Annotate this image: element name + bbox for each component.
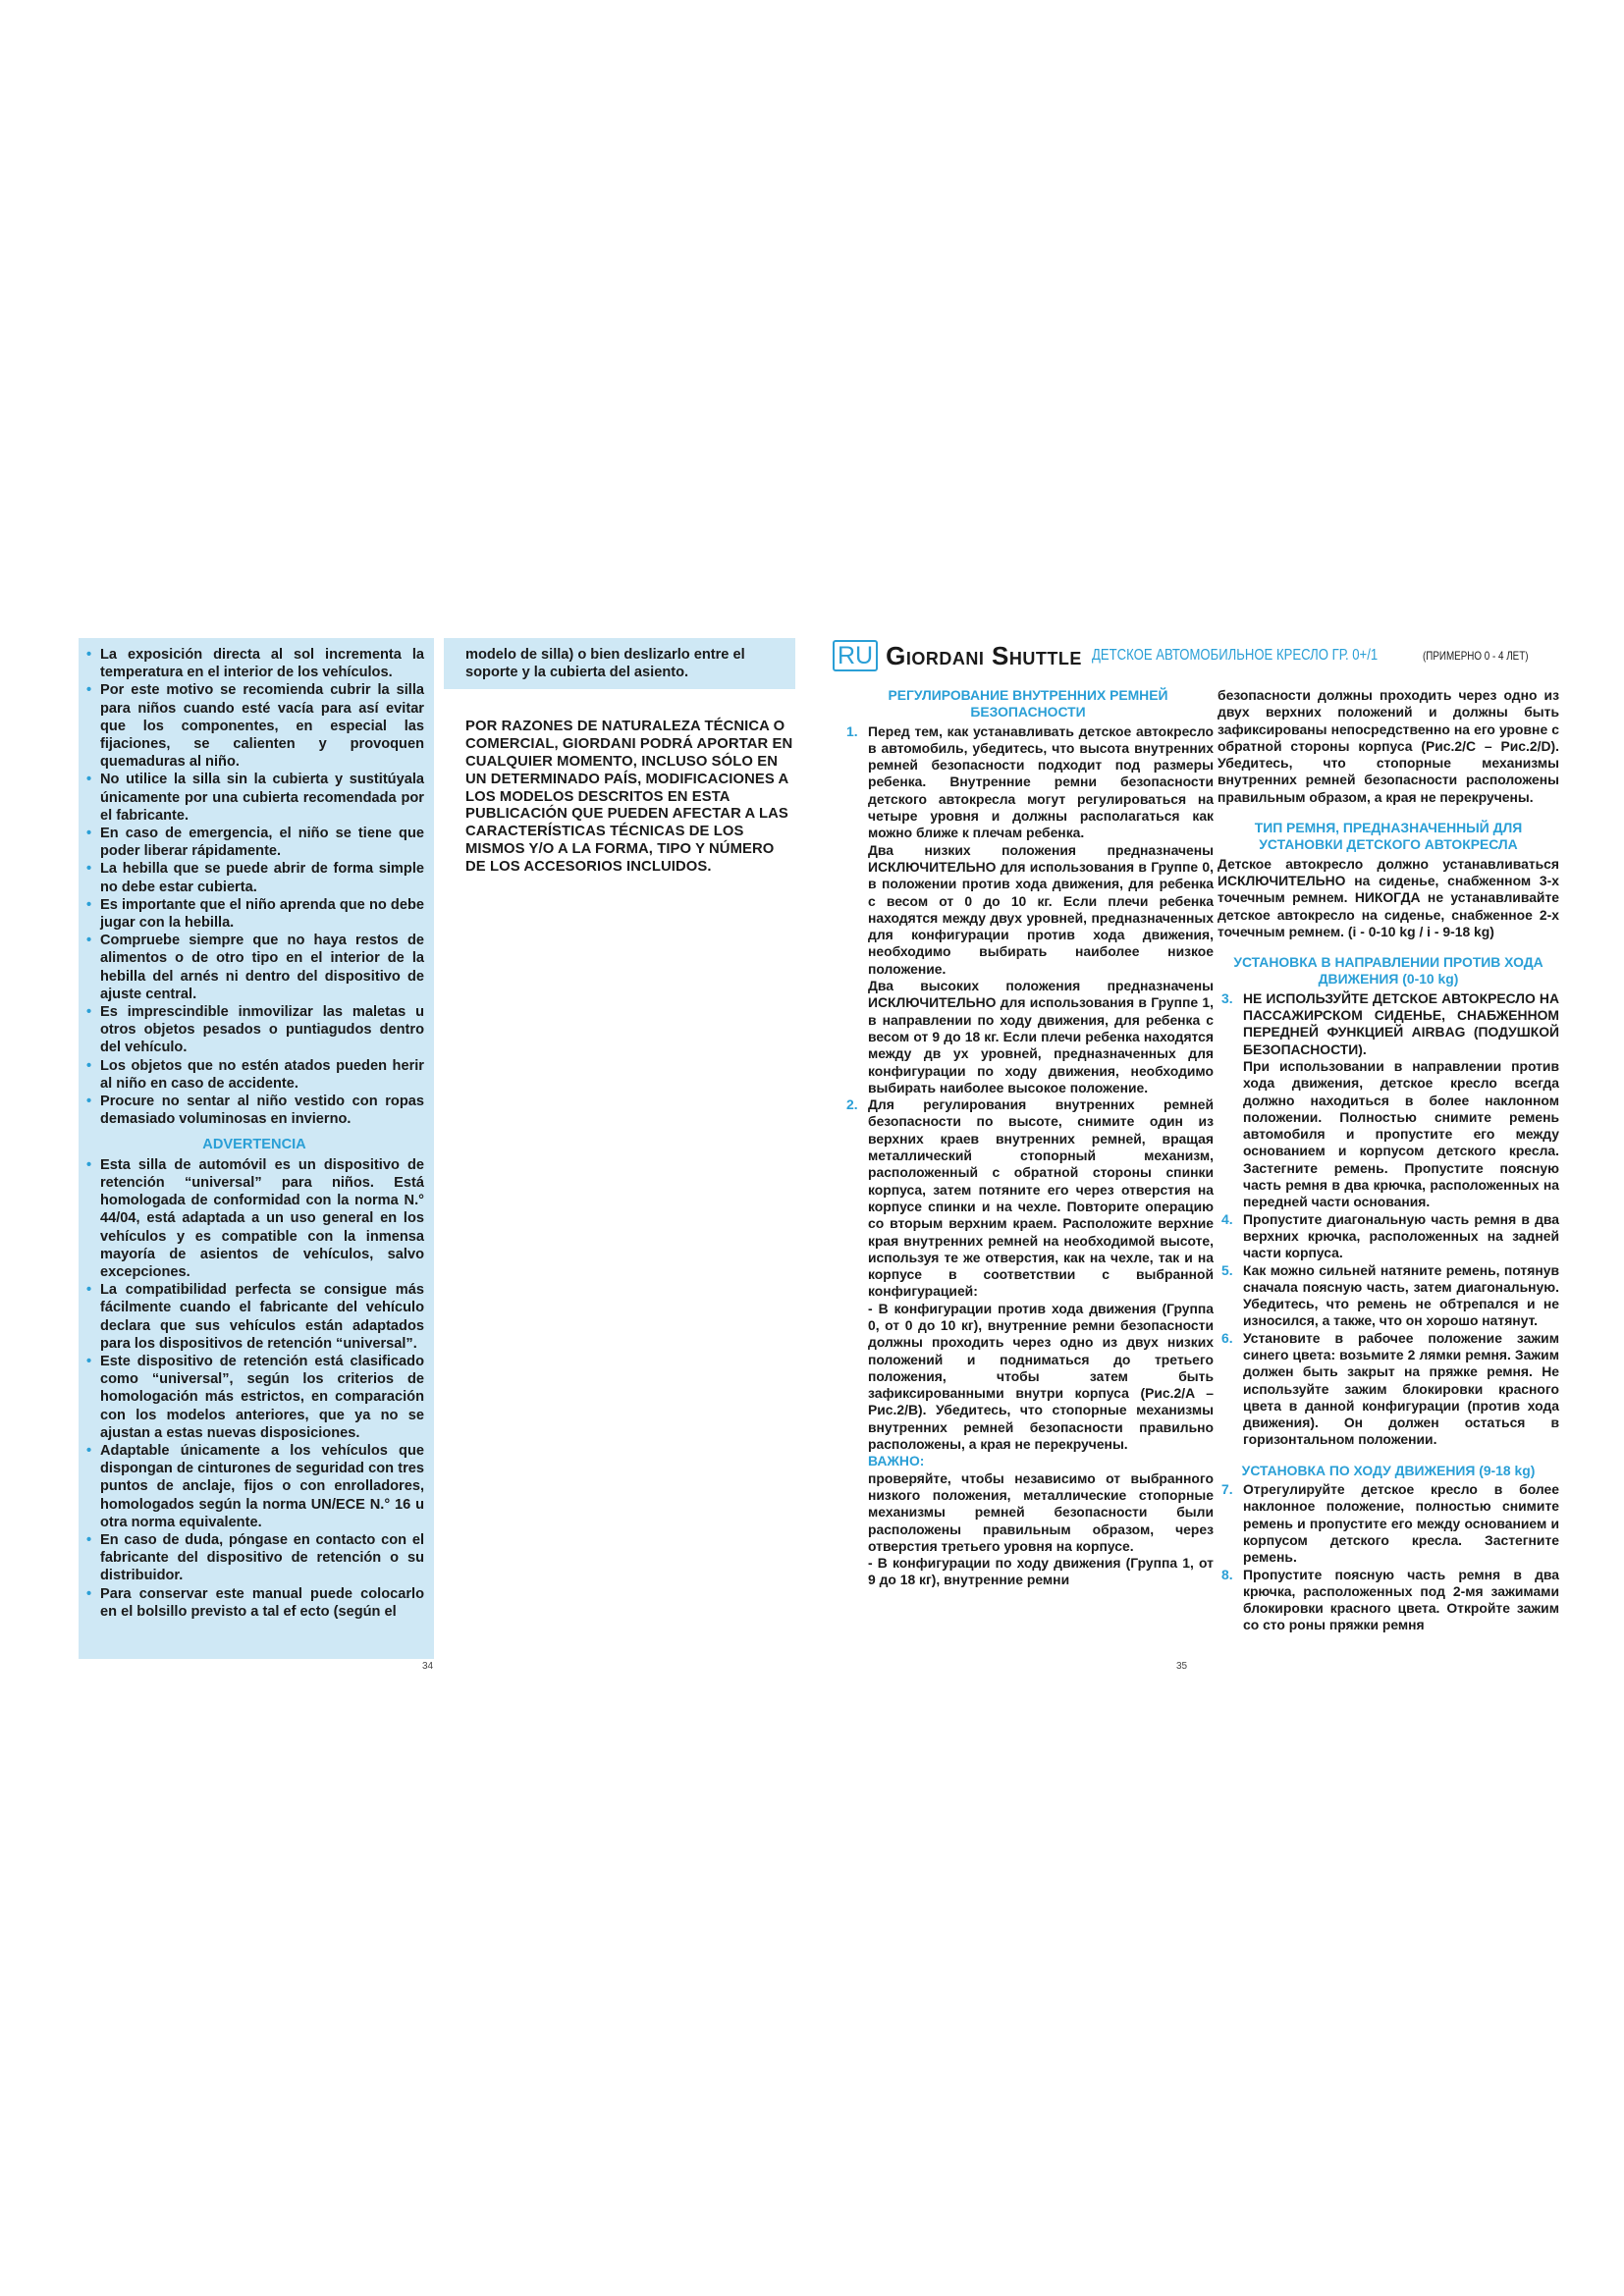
list-item: • Es imprescindible inmovilizar las maletas u otros objetos pesados o puntiagudos dentro del vehículo. (84, 1003, 424, 1057)
step-2 (842, 1096, 1214, 1589)
age-range: (ПРИМЕРНО 0 - 4 ЛЕТ) (1422, 649, 1529, 663)
page-number-left: 34 (422, 1661, 434, 1672)
belt-type-text: Детское автокресло должно устанавливаться ИСКЛЮЧИТЕЛЬНО на сиденье, снабженном 3-х точечным ремнем. НИКОГДА не устанавливайте детское автокресло на сиденье, снабженное 2-х точечным ремнем. (i - 0-10 kg / i - 9-18 kg) (1218, 855, 1559, 939)
step-text: Перед тем, как устанавливать детское автокресло в автомобиль, убедитесь, что высота внутренних ремней безопасности подходит под размеры ребенка. Внутренние ремни безопасности детского автокресла могут регулироваться на четыре уровня и должны располагаться как можно ближе к плечам ребенка. (868, 722, 1214, 841)
list-item: • Para conservar este manual puede colocarlo en el bolsillo previsto a tal ef ecto (según el (84, 1585, 424, 1621)
list-item: • Por este motivo se recomienda cubrir la silla para niños cuando esté vacía para así evitar que los componentes, en especial las fijaciones, se calienten y provoquen quemaduras al niño. (84, 681, 424, 771)
list-item: • La hebilla que se puede abrir de forma simple no debe estar cubierta. (84, 860, 424, 895)
list-item: • La compatibilidad perfecta se consigue más fácilmente cuando el fabricante del vehículo declara que sus vehículos están adaptados para los dispositivos de retención “universal”. (84, 1281, 424, 1353)
step-text-high-positions: Два высоких положения предназначены ИСКЛЮЧИТЕЛЬНО для использования в Группе 1, в направлении по ходу движения, для ребенка с весом от 9 до 18 кг. Если плечи ребенка находятся между дв ух уровней, предназначенных для конфигурации по ходу движения, необходимо выбирать наиболее высокое положение. (868, 978, 1214, 1095)
russian-column-1 (833, 687, 1214, 1589)
list-item: • La exposición directa al sol incrementa la temperatura en el interior de los vehículos. (84, 646, 424, 681)
product-subtitle: ДЕТСКОЕ АВТОМОБИЛЬНОЕ КРЕСЛО ГР. 0+/1 (1091, 647, 1379, 664)
step-number: 7. (1221, 1481, 1233, 1498)
step-text: Как можно сильней натяните ремень, потянув сначала поясную часть, затем диагональную. Убедитесь, что ремень не обтрепался и не износился, а также, что он хорошо натянут. (1243, 1261, 1559, 1329)
brand-name: Giordani Shuttle (886, 640, 1082, 670)
step-text: Пропустите диагональную часть ремня в два верхних крючка, расположенных на задней части корпуса. (1243, 1210, 1559, 1261)
important-label: ВАЖНО: (868, 1453, 925, 1469)
russian-column-2 (1218, 687, 1559, 1634)
warning-bullet-list (84, 646, 424, 1128)
advertencia-heading: ADVERTENCIA (202, 1137, 306, 1153)
rear-facing-heading: УСТАНОВКА В НАПРАВЛЕНИИ ПРОТИВ ХОДА ДВИЖЕНИЯ (0-10 kg) (1233, 954, 1543, 988)
important-text: проверяйте, чтобы независимо от выбранного низкого положения, металлические стопорные механизмы ремней безопасности были расположены правильным образом, через отверстия третьего уровня на корпусе. (868, 1469, 1214, 1554)
step-7 (1218, 1481, 1559, 1566)
continuation-box: modelo de silla) o bien deslizarlo entre el soporte y la cubierta del asiento. (444, 638, 795, 689)
advertencia-bullet-list (84, 1156, 424, 1621)
step-text: Установите в рабочее положение зажим синего цвета: возьмите 2 лямки ремня. Зажим должен быть закрыт на пряжке ремня. Не используйте зажим блокировки красного цвета в данной конфигурации (против хода движения). Он должен остаться в горизонтальном положении. (1243, 1329, 1559, 1448)
step-text-forward-facing: - В конфигурации по ходу движения (Группа 1, от 9 до 18 кг), внутренние ремни (868, 1555, 1214, 1588)
step-number: 1. (846, 722, 858, 739)
step-text: Отрегулируйте детское кресло в более наклонное положение, полностью снимите ремень и пропустите его между основанием и корпусом детского кресла. Застегните ремень. (1243, 1481, 1559, 1566)
harness-adjust-heading: РЕГУЛИРОВАНИЕ ВНУТРЕННИХ РЕМНЕЙ БЕЗОПАСНОСТИ (888, 687, 1168, 721)
step-text-more: При использовании в направлении против хода движения, детское кресло всегда должно находиться в более наклонном положении. Полностью снимите ремень автомобиля и пропустите его между основанием и корпусом детского кресла. Застегните ремень. Пропустите поясную часть ремня в два крючка, расположенных на передней части основания. (1243, 1057, 1559, 1210)
step-text: Для регулирования внутренних ремней безопасности по высоте, снимите один из верхних краев внутренних ремней, вращая металлический стопорный механизм, расположенный с обратной стороны спинки корпуса, затем потяните его через отверстия на корпусе спинки и на чехле. Повторите операцию со вторым верхним краем. Расположите верхние края внутренних ремней на необходимой высоте, используя те же отверстия, как на чехле, так и на корпусе в соответствии с выбранной конфигурацией: (868, 1096, 1214, 1300)
spanish-column-1 (79, 638, 434, 1659)
list-item: • Procure no sentar al niño vestido con ropas demasiado voluminosas en invierno. (84, 1093, 424, 1128)
spanish-column-2 (444, 638, 795, 877)
step-number: 6. (1221, 1329, 1233, 1346)
continuation-text: безопасности должны проходить через одно из двух верхних положений и должны быть зафиксированы непосредственно на его уровне с обратной стороны корпуса (Рис.2/C – Рис.2/D). Убедитесь, что стопорные механизмы внутренних ремней безопасности расположены правильным образом, а края не перекручены. (1218, 687, 1559, 805)
step-1 (842, 723, 1214, 1097)
list-item: • Esta silla de automóvil es un dispositivo de retención “universal” para niños. Está homologada de conformidad con la norma N.° 44/04, está adaptada a un uso general en los vehículos y es compatible con la inmensa mayoría de asientos de vehículos, salvo excepciones. (84, 1156, 424, 1281)
list-item: • Es importante que el niño aprenda que no debe jugar con la hebilla. (84, 896, 424, 932)
page-left-spanish (79, 638, 795, 1698)
technical-notice: POR RAZONES DE NATURALEZA TÉCNICA O COMERCIAL, GIORDANI PODRÁ APORTAR EN CUALQUIER MOMENTO, INCLUSO SÓLO EN UN DETERMINADO PAÍS, MODIFICACIONES A LOS MODELOS DESCRITOS EN ESTA PUBLICACIÓN QUE PUEDEN AFECTAR A LAS CARACTERÍSTICAS TÉCNICAS DE LOS MISMOS Y/O A LA FORMA, TIPO Y NÚMERO DE LOS ACCESORIOS INCLUIDOS. (465, 719, 793, 875)
step-text: НЕ ИСПОЛЬЗУЙТЕ ДЕТСКОЕ АВТОКРЕСЛО НА ПАССАЖИРСКОМ СИДЕНЬЕ, СНАБЖЕННОМ ПЕРЕДНЕЙ ФУНКЦИЕЙ AIRBAG (ПОДУШКОЙ БЕЗОПАСНОСТИ). (1243, 989, 1559, 1057)
list-item: • En caso de duda, póngase en contacto con el fabricante del dispositivo de retención o su distribuidor. (84, 1531, 424, 1585)
page-number-right: 35 (1176, 1661, 1188, 1672)
step-text: Пропустите поясную часть ремня в два крючка, расположенных под 2-мя зажимами блокировки красного цвета. Откройте зажим со сто роны пряжки ремня (1243, 1566, 1559, 1633)
step-number: 3. (1221, 989, 1233, 1006)
list-item: • No utilice la silla sin la cubierta y sustitúyala únicamente por una cubierta recomendada por el fabricante. (84, 771, 424, 825)
step-number: 5. (1221, 1261, 1233, 1278)
step-number: 2. (846, 1096, 858, 1113)
list-item: • En caso de emergencia, el niño se tiene que poder liberar rápidamente. (84, 825, 424, 860)
forward-facing-heading: УСТАНОВКА ПО ХОДУ ДВИЖЕНИЯ (9-18 kg) (1241, 1462, 1536, 1478)
step-4 (1218, 1211, 1559, 1262)
list-item: • Adaptable únicamente a los vehículos que dispongan de cinturones de seguridad con tres puntos de anclaje, fijos o con enrolladores, homologados según la norma UN/ECE N.° 16 u otra norma equivalente. (84, 1442, 424, 1531)
list-item: • Compruebe siempre que no haya restos de alimentos o de otro tipo en el interior de la hebilla del arnés ni dentro del dispositivo de ajuste central. (84, 932, 424, 1003)
step-8 (1218, 1567, 1559, 1634)
step-6 (1218, 1330, 1559, 1449)
page-right-russian (833, 638, 1559, 1698)
step-number: 4. (1221, 1210, 1233, 1227)
page-title (833, 638, 1559, 673)
list-item: • Este dispositivo de retención está clasificado como “universal”, según los criterios de homologación más estrictos, en comparación con los modelos anteriores, que ya no se ajustan a estas nuevas disposiciones. (84, 1353, 424, 1442)
step-number: 8. (1221, 1566, 1233, 1582)
step-text-low-positions: Два низких положения предназначены ИСКЛЮЧИТЕЛЬНО для использования в Группе 0, в положении против хода движения, для ребенка с весом от 0 до 10 кг. Если плечи ребенка находятся между двух уровней, предназначенных для конфигурации против хода движения, необходимо выбирать наиболее низкое положение. (868, 841, 1214, 977)
step-3 (1218, 990, 1559, 1211)
step-5 (1218, 1262, 1559, 1330)
language-badge: RU (833, 640, 878, 671)
belt-type-heading: ТИП РЕМНЯ, ПРЕДНАЗНАЧЕННЫЙ ДЛЯ УСТАНОВКИ ДЕТСКОГО АВТОКРЕСЛА (1254, 820, 1523, 853)
list-item: • Los objetos que no estén atados pueden herir al niño en caso de accidente. (84, 1057, 424, 1093)
step-text-rear-facing: - В конфигурации против хода движения (Группа 0, от 0 до 10 кг), внутренние ремни безопасности должны проходить через одно из двух низких положений и подниматься до третьего положения, чтобы затем быть зафиксированными внутри корпуса (Рис.2/A – Рис.2/B). Убедитесь, что стопорные механизмы внутренних ремней безопасности правильно расположены, а края не перекручены. (868, 1300, 1214, 1453)
